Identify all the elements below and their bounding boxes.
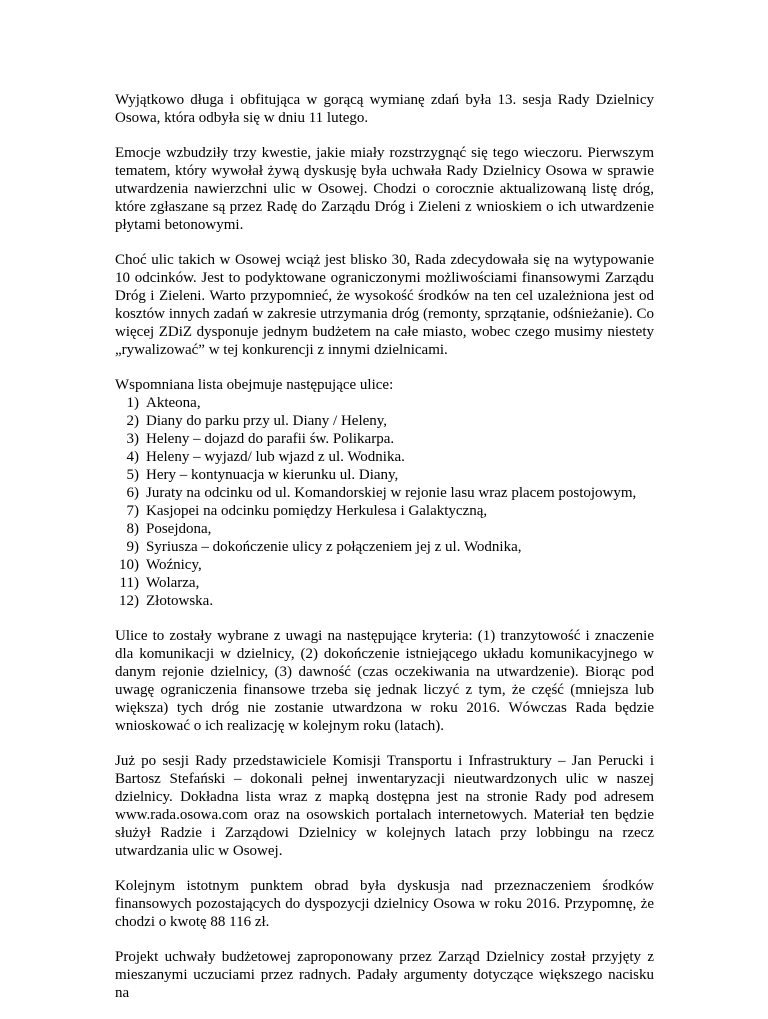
document-page xyxy=(115,91,654,1019)
street-list-number: 10) xyxy=(119,557,139,573)
street-list-item xyxy=(115,574,654,592)
street-list-text: Heleny – dojazd do parafii św. Polikarpa. xyxy=(146,431,395,447)
street-list-text: Woźnicy, xyxy=(146,557,202,573)
street-list-text: Kasjopei na odcinku pomiędzy Herkulesa i Galaktyczną, xyxy=(146,503,488,519)
paragraph-budget-resolution: Projekt uchwały budżetowej zaproponowany przez Zarząd Dzielnicy został przyjęty z mieszanymi uczuciami przez radnych. Padały argumenty dotyczące większego nacisku na xyxy=(115,949,654,1001)
street-list-number: 6) xyxy=(126,485,139,501)
street-list-item xyxy=(115,484,654,502)
street-list-item xyxy=(115,448,654,466)
street-list-item xyxy=(115,466,654,484)
paragraph-budget: Kolejnym istotnym punktem obrad była dyskusja nad przeznaczeniem środków finansowych pozostających do dyspozycji dzielnicy Osowa w roku 2016. Przypomnę, że chodzi o kwotę 88 116 zł. xyxy=(115,878,654,930)
street-list-number: 3) xyxy=(126,431,139,447)
street-list-number: 5) xyxy=(126,467,139,483)
paragraph-inventory: Już po sesji Rady przedstawiciele Komisji Transportu i Infrastruktury – Jan Perucki i Bartosz Stefański – dokonali pełnej inwentaryzacji nieutwardzonych ulic w naszej dzielnicy. Dokładna lista wraz z mapką dostępna jest na stronie Rady pod adresem www.rada.osowa.com oraz na osowskich portalach internetowych. Materiał ten będzie służył Radzie i Zarządowi Dzielnicy w kolejnych latach przy lobbingu na rzecz utwardzania ulic w Osowej. xyxy=(115,753,654,859)
street-list-text: Heleny – wyjazd/ lub wjazd z ul. Wodnika. xyxy=(146,449,405,465)
street-list-number: 2) xyxy=(126,413,139,429)
street-list xyxy=(115,394,654,610)
street-list-text: Diany do parku przy ul. Diany / Heleny, xyxy=(146,413,388,429)
paragraph-road-count: Choć ulic takich w Osowej wciąż jest blisko 30, Rada zdecydowała się na wytypowanie 10 odcinków. Jest to podyktowane ograniczonymi możliwościami finansowymi Zarządu Dróg i Zieleni. Warto przypomnieć, że wysokość środków na ten cel uzależniona jest od kosztów innych zadań w zakresie utrzymania dróg (remonty, sprzątanie, odśnieżanie). Co więcej ZDiZ dysponuje jednym budżetem na całe miasto, wobec czego musimy niestety „rywalizować” w tej konkurencji z innymi dzielnicami. xyxy=(115,252,654,358)
street-list-item xyxy=(115,394,654,412)
street-list-text: Juraty na odcinku od ul. Komandorskiej w rejonie lasu wraz placem postojowym, xyxy=(146,485,637,501)
street-list-number: 1) xyxy=(126,395,139,411)
street-list-text: Syriusza – dokończenie ulicy z połączeniem jej z ul. Wodnika, xyxy=(146,539,522,555)
street-list-item xyxy=(115,538,654,556)
street-list-item xyxy=(115,412,654,430)
street-list-number: 9) xyxy=(126,539,139,555)
street-list-text: Posejdona, xyxy=(146,521,212,537)
paragraph-emotions: Emocje wzbudziły trzy kwestie, jakie miały rozstrzygnąć się tego wieczoru. Pierwszym tematem, który wywołał żywą dyskusję była uchwała Rady Dzielnicy Osowa w sprawie utwardzenia nawierzchni ulic w Osowej. Chodzi o corocznie aktualizowaną listę dróg, które zgłaszane są przez Radę do Zarządu Dróg i Zieleni z wnioskiem o ich utwardzenie płytami betonowymi. xyxy=(115,145,654,233)
street-list-item xyxy=(115,502,654,520)
street-list-number: 12) xyxy=(119,593,139,609)
street-list-text: Złotowska. xyxy=(146,593,214,609)
street-list-text: Wolarza, xyxy=(146,575,200,591)
list-intro: Wspomniana lista obejmuje następujące ulice: xyxy=(115,377,394,393)
street-list-number: 4) xyxy=(126,449,139,465)
street-list-number: 11) xyxy=(119,575,139,591)
paragraph-intro: Wyjątkowo długa i obfitująca w gorącą wymianę zdań była 13. sesja Rady Dzielnicy Osowa, która odbyła się w dniu 11 lutego. xyxy=(115,92,654,126)
paragraph-criteria: Ulice to zostały wybrane z uwagi na następujące kryteria: (1) tranzytowość i znaczenie dla komunikacji w dzielnicy, (2) dokończenie istniejącego układu komunikacyjnego w danym rejonie dzielnicy, (3) dawność (czas oczekiwania na utwardzenie). Biorąc pod uwagę ograniczenia finansowe trzeba się jednak liczyć z tym, że część (mniejsza lub większa) tych dróg nie zostanie utwardzona w roku 2016. Wówczas Rada będzie wnioskować o ich realizację w kolejnym roku (latach). xyxy=(115,628,654,734)
street-list-number: 7) xyxy=(126,503,139,519)
street-list-item xyxy=(115,520,654,538)
street-list-item xyxy=(115,556,654,574)
street-list-item xyxy=(115,592,654,610)
street-list-text: Akteona, xyxy=(146,395,201,411)
street-list-text: Hery – kontynuacja w kierunku ul. Diany, xyxy=(146,467,399,483)
street-list-item xyxy=(115,430,654,448)
street-list-number: 8) xyxy=(126,521,139,537)
